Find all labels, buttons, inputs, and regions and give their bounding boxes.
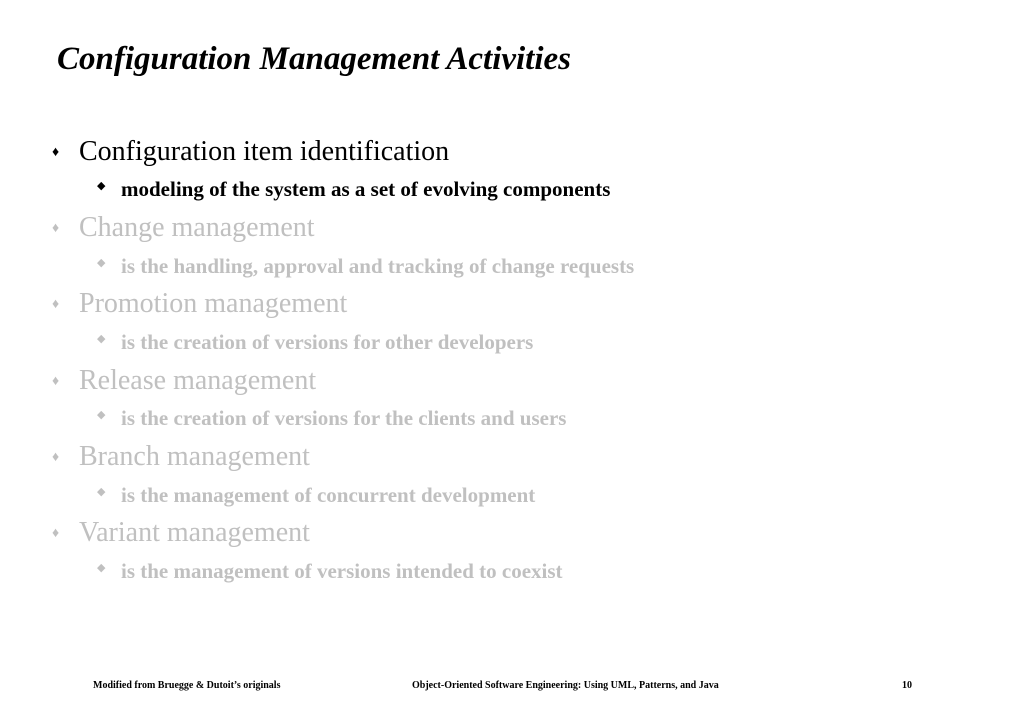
diamond-bullet-icon: ♦ [52,526,60,541]
slide-title: Configuration Management Activities [57,41,571,77]
sub-bullet-item [0,482,1024,508]
diamond-sub-bullet-icon: ◆ [97,180,106,192]
sub-bullet-item [0,558,1024,584]
bullet-label: Change management [79,212,315,243]
bullet-item-configuration-item-identification [0,134,1024,170]
diamond-sub-bullet-icon: ◆ [97,257,106,269]
diamond-bullet-icon: ♦ [52,297,60,312]
diamond-bullet-icon: ♦ [52,221,60,236]
bullet-item-change-management [0,210,1024,246]
diamond-sub-bullet-icon: ◆ [97,562,106,574]
bullet-item-variant-management [0,515,1024,551]
sub-bullet-text: is the creation of versions for the clients and users [121,406,567,430]
footer-credit: Modified from Bruegge & Dutoit’s originals [93,680,281,691]
diamond-bullet-icon: ♦ [52,145,60,160]
diamond-sub-bullet-icon: ◆ [97,486,106,498]
sub-bullet-item [0,253,1024,279]
sub-bullet-text: modeling of the system as a set of evolving components [121,177,611,201]
diamond-bullet-icon: ♦ [52,450,60,465]
diamond-sub-bullet-icon: ◆ [97,333,106,345]
footer-book-title: Object-Oriented Software Engineering: Using UML, Patterns, and Java [412,680,719,691]
bullet-item-release-management [0,363,1024,399]
bullet-label: Branch management [79,441,310,472]
diamond-bullet-icon: ♦ [52,374,60,389]
sub-bullet-text: is the management of concurrent development [121,483,536,507]
diamond-sub-bullet-icon: ◆ [97,409,106,421]
sub-bullet-text: is the management of versions intended to coexist [121,559,563,583]
bullet-label: Variant management [79,517,310,548]
bullet-item-promotion-management [0,286,1024,322]
sub-bullet-item [0,405,1024,431]
bullet-label: Release management [79,365,317,396]
sub-bullet-text: is the handling, approval and tracking of change requests [121,254,635,278]
bullet-label: Promotion management [79,288,348,319]
sub-bullet-item [0,176,1024,202]
bullet-label: Configuration item identification [79,136,450,167]
sub-bullet-text: is the creation of versions for other developers [121,330,534,354]
sub-bullet-item [0,329,1024,355]
bullet-item-branch-management [0,439,1024,475]
footer-page-number: 10 [902,680,912,691]
